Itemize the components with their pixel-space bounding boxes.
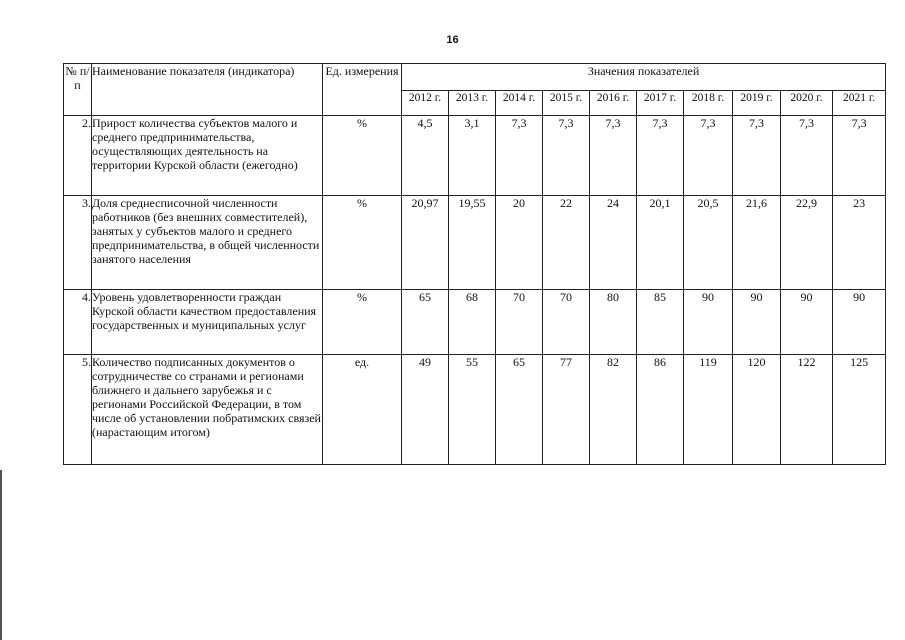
row-value: 85 — [637, 290, 684, 355]
row-value: 7,3 — [833, 116, 886, 196]
row-value: 90 — [733, 290, 781, 355]
row-value: 65 — [496, 355, 543, 465]
header-name: Наименование показателя (индикатора) — [92, 64, 323, 116]
row-value: 90 — [833, 290, 886, 355]
row-value: 19,55 — [449, 196, 496, 290]
row-value: 7,3 — [543, 116, 590, 196]
header-values-group: Значения показателей — [402, 64, 886, 91]
row-value: 20 — [496, 196, 543, 290]
row-indicator-name: Прирост количества субъектов малого и среднего предпринимательства, осуществляющих деятельность на территории Курской области (ежегодно) — [92, 116, 323, 196]
table-header-row — [64, 64, 886, 91]
row-value: 70 — [496, 290, 543, 355]
table-row — [64, 116, 886, 196]
page-number: 16 — [446, 34, 459, 46]
row-value: 120 — [733, 355, 781, 465]
row-value: 21,6 — [733, 196, 781, 290]
row-unit: % — [323, 196, 402, 290]
scan-margin-line — [0, 470, 2, 640]
row-num: 5. — [64, 355, 92, 465]
row-num: 2. — [64, 116, 92, 196]
row-value: 82 — [590, 355, 637, 465]
row-value: 7,3 — [590, 116, 637, 196]
header-year: 2016 г. — [590, 91, 637, 116]
header-year: 2019 г. — [733, 91, 781, 116]
row-value: 77 — [543, 355, 590, 465]
row-unit: ед. — [323, 355, 402, 465]
row-value: 23 — [833, 196, 886, 290]
header-year: 2013 г. — [449, 91, 496, 116]
header-year: 2020 г. — [781, 91, 833, 116]
row-value: 90 — [781, 290, 833, 355]
row-unit: % — [323, 116, 402, 196]
row-value: 68 — [449, 290, 496, 355]
row-indicator-name: Количество подписанных документов о сотрудничестве со странами и регионами ближнего и дальнего зарубежья и с регионами Российской Федерации, в том числе об установлении побратимских связей (нарастающим итогом) — [92, 355, 323, 465]
row-value: 125 — [833, 355, 886, 465]
header-year: 2018 г. — [684, 91, 733, 116]
row-value: 20,5 — [684, 196, 733, 290]
table-row — [64, 196, 886, 290]
header-unit: Ед. измерения — [323, 64, 402, 116]
row-indicator-name: Уровень удовлетворенности граждан Курской области качеством предоставления государственных и муниципальных услуг — [92, 290, 323, 355]
row-value: 122 — [781, 355, 833, 465]
row-value: 7,3 — [496, 116, 543, 196]
row-value: 86 — [637, 355, 684, 465]
header-year: 2021 г. — [833, 91, 886, 116]
header-num: № п/п — [64, 64, 92, 116]
indicators-table — [63, 63, 886, 465]
row-value: 22,9 — [781, 196, 833, 290]
row-value: 90 — [684, 290, 733, 355]
row-value: 20,1 — [637, 196, 684, 290]
header-year: 2012 г. — [402, 91, 449, 116]
table-row — [64, 355, 886, 465]
row-value: 7,3 — [637, 116, 684, 196]
row-value: 70 — [543, 290, 590, 355]
row-value: 119 — [684, 355, 733, 465]
row-indicator-name: Доля среднесписочной численности работников (без внешних совместителей), занятых у субъектов малого и среднего предпринимательства, в общей численности занятого населения — [92, 196, 323, 290]
row-value: 65 — [402, 290, 449, 355]
header-year: 2017 г. — [637, 91, 684, 116]
row-value: 3,1 — [449, 116, 496, 196]
row-value: 80 — [590, 290, 637, 355]
row-num: 3. — [64, 196, 92, 290]
row-unit: % — [323, 290, 402, 355]
row-value: 20,97 — [402, 196, 449, 290]
row-value: 24 — [590, 196, 637, 290]
row-value: 22 — [543, 196, 590, 290]
table-row — [64, 290, 886, 355]
row-value: 7,3 — [781, 116, 833, 196]
row-value: 7,3 — [733, 116, 781, 196]
row-value: 49 — [402, 355, 449, 465]
header-year: 2015 г. — [543, 91, 590, 116]
row-value: 55 — [449, 355, 496, 465]
row-num: 4. — [64, 290, 92, 355]
row-value: 4,5 — [402, 116, 449, 196]
row-value: 7,3 — [684, 116, 733, 196]
header-year: 2014 г. — [496, 91, 543, 116]
